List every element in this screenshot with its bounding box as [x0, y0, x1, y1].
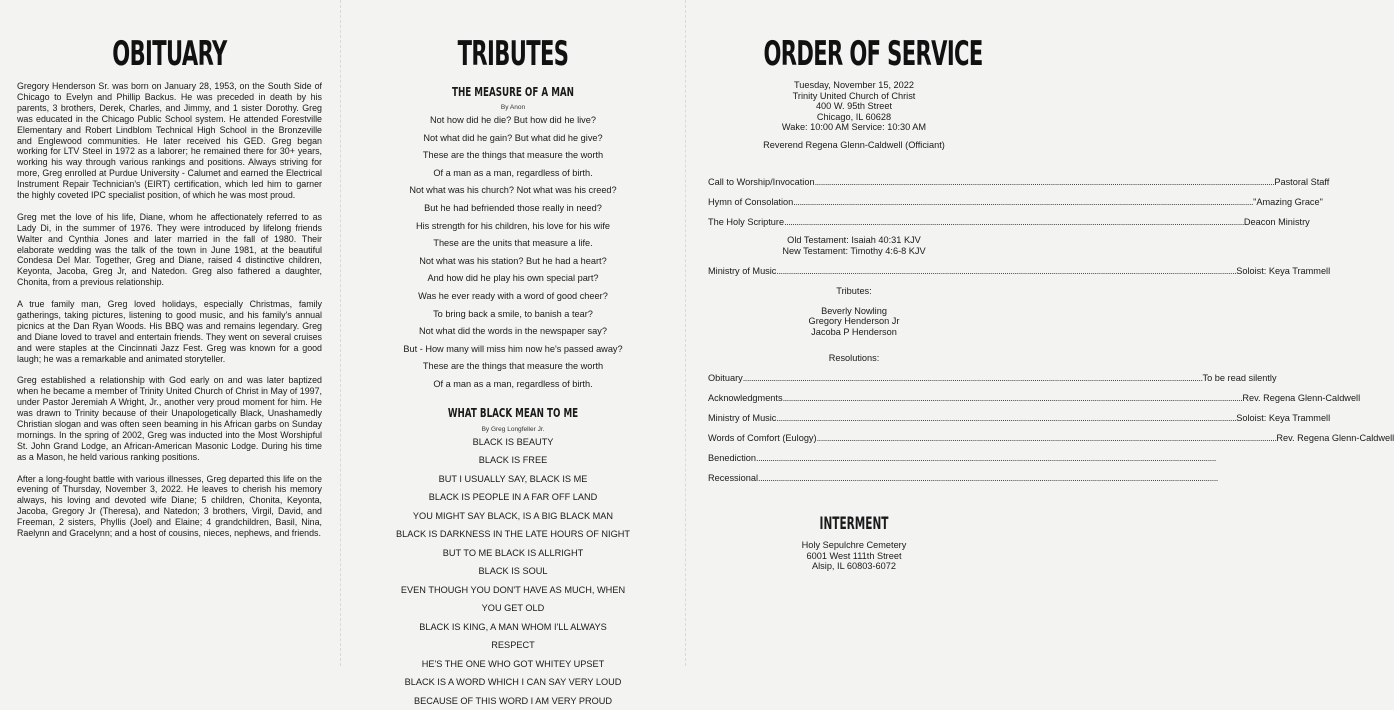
- tributes-title: TRIBUTES: [406, 32, 619, 76]
- poem-line: These are the things that measure the worth: [341, 358, 685, 376]
- poem-line: BLACK IS DARKNESS IN THE LATE HOURS OF NIGHT: [341, 525, 685, 544]
- program-item: [708, 432, 1000, 444]
- poem-line: Was he ever ready with a word of good cheer?: [341, 288, 685, 306]
- program-item-label: Ministry of Music: [708, 265, 776, 277]
- poem-lines: [341, 112, 685, 394]
- poem-line: To bring back a smile, to banish a tear?: [341, 306, 685, 324]
- poem-line: BLACK IS FREE: [341, 451, 685, 470]
- service-city: Chicago, IL 60628: [708, 112, 1000, 123]
- service-church: Trinity United Church of Christ: [708, 91, 1000, 102]
- tributes-label: Tributes:: [708, 286, 1000, 297]
- service-street: 400 W. 95th Street: [708, 101, 1000, 112]
- order-of-service-panel: [685, 0, 1030, 666]
- program-item: [708, 472, 1000, 484]
- poem-title: WHAT BLACK MEAN TO ME: [393, 405, 634, 420]
- poem-line: These are the units that measure a life.: [341, 235, 685, 253]
- program-item-label: Benediction: [708, 452, 756, 464]
- poem-line: Of a man as a man, regardless of birth.: [341, 376, 685, 394]
- tribute-name: Jacoba P Henderson: [708, 327, 1000, 338]
- obituary-paragraph: After a long-fought battle with various illnesses, Greg departed this life on the evening of Thursday, November 3, 2022. He leaves to cherish his memory always, his loving and devoted wife Diane; 5 children, Chonita, Keyonta, Jacoba, Gregory Jr (Theresa), and Natedon; 3 brothers, Virgil, David, and Freeman, 2 sisters, Phyllis (Joel) and Elaine; 4 grandchildren, Basil, Nina, Raelynn and Gracelynn; and a host of cousins, nieces, nephews, and friends.: [17, 474, 322, 539]
- program-item-label: The Holy Scripture: [708, 216, 784, 228]
- poem-line: Not what did the words in the newspaper say?: [341, 323, 685, 341]
- poem-title: THE MEASURE OF A MAN: [393, 84, 634, 99]
- poem-line: These are the things that measure the worth: [341, 147, 685, 165]
- program-item-value: "Amazing Grace": [1253, 196, 1323, 208]
- program-item-label: Call to Worship/Invocation: [708, 176, 815, 188]
- obituary-paragraph: A true family man, Greg loved holidays, especially Christmas, family gatherings, taking pictures, listening to good music, and his family's annual picnics at the Dan Ryan Woods. His BBQ was and remains legendary. Greg and Diane loved to travel and entertain friends. They went on several cruises and were staples at the Cincinnati Jazz Fest. Greg was known for a good laugh; he was a remarkable and animated storyteller.: [17, 299, 322, 364]
- program-item-value: Soloist: Keya Trammell: [1236, 412, 1330, 424]
- poem-line: BUT I USUALLY SAY, BLACK IS ME: [341, 470, 685, 489]
- poem-line: EVEN THOUGH YOU DON'T HAVE AS MUCH, WHEN: [341, 581, 685, 600]
- service-date: Tuesday, November 15, 2022: [708, 80, 1000, 91]
- program-item-value: Deacon Ministry: [1244, 216, 1310, 228]
- program-list-2: [708, 372, 1000, 484]
- poem-line: YOU MIGHT SAY BLACK, IS A BIG BLACK MAN: [341, 507, 685, 526]
- program-item: [708, 265, 1000, 277]
- tribute-name: Gregory Henderson Jr: [708, 316, 1000, 327]
- obituary-title: OBITUARY: [75, 32, 264, 76]
- new-testament: New Testament: Timothy 4:6-8 KJV: [708, 246, 1000, 257]
- poem-measure-of-a-man: [341, 84, 685, 394]
- program-item-label: Recessional: [708, 472, 758, 484]
- program-item-value: Soloist: Keya Trammell: [1236, 265, 1330, 277]
- poem-line: Not what did he gain? But what did he give?: [341, 130, 685, 148]
- program-item: [708, 196, 1000, 208]
- obituary-text: [17, 81, 322, 539]
- poem-line: Not what was his station? But he had a heart?: [341, 253, 685, 271]
- poem-byline: By Anon: [341, 104, 685, 111]
- officiant: Reverend Regena Glenn-Caldwell (Officiant): [708, 140, 1000, 150]
- program-item-label: Words of Comfort (Eulogy): [708, 432, 817, 444]
- obituary-panel: [0, 0, 340, 666]
- program-item-label: Hymn of Consolation: [708, 196, 793, 208]
- interment-details: [708, 540, 1000, 572]
- poem-line: His strength for his children, his love for his wife: [341, 218, 685, 236]
- program-item: [708, 452, 1000, 464]
- poem-line: BLACK IS KING, A MAN WHOM I'LL ALWAYS: [341, 618, 685, 637]
- program-item: [708, 392, 1000, 404]
- program-item-label: Acknowledgments: [708, 392, 783, 404]
- program-list-1: [708, 176, 1000, 228]
- interment-title: INTERMENT: [763, 514, 944, 534]
- cemetery-city: Alsip, IL 60803-6072: [708, 561, 1000, 572]
- cemetery-street: 6001 West 111th Street: [708, 551, 1000, 562]
- program-item-value: Rev. Regena Glenn-Caldwell: [1242, 392, 1360, 404]
- service-details: [708, 80, 1000, 133]
- poem-line: But - How many will miss him now he's passed away?: [341, 341, 685, 359]
- old-testament: Old Testament: Isaiah 40:31 KJV: [708, 235, 1000, 246]
- tributes-names: [708, 306, 1000, 338]
- obituary-paragraph: Greg established a relationship with God early on and was later baptized when he became a member of Trinity United Church of Christ in May of 1997, under Pastor Jeremiah A Wright, Jr., another very proud moment for him. He was drawn to Trinity because of their Unapologetically Black, Unashamedly Christian slogan and was often seen beaming in his African garbs on Sunday mornings. In the spring of 2002, Greg was inducted into the Most Worshipful St. John Grand Lodge, an African-American Masonic Lodge. During his time as a Mason, he held various ranking positions.: [17, 375, 322, 462]
- cemetery-name: Holy Sepulchre Cemetery: [708, 540, 1000, 551]
- program-item: [708, 372, 1000, 384]
- poem-line: BECAUSE OF THIS WORD I AM VERY PROUD: [341, 692, 685, 710]
- program-item: [708, 176, 1000, 188]
- poem-line: Not what was his church? Not what was his creed?: [341, 182, 685, 200]
- program-item-label: Obituary: [708, 372, 743, 384]
- scripture-readings: [708, 235, 1000, 256]
- service-title: ORDER OF SERVICE: [763, 32, 944, 76]
- poem-line: BLACK IS SOUL: [341, 562, 685, 581]
- tribute-name: Beverly Nowling: [708, 306, 1000, 317]
- program-item-value: Pastoral Staff: [1274, 176, 1329, 188]
- poem-line: YOU GET OLD: [341, 599, 685, 618]
- obituary-paragraph: Greg met the love of his life, Diane, whom he affectionately referred to as Lady Di, in the summer of 1976. They were introduced by lifelong friends Walter and Cynthia Jones and later married in the fall of 1980. Their elaborate wedding was the talk of the town in June 1981, at the beautiful Condesa Del Mar. Together, Greg and Diane, raised 4 distinctive children, Keyonta, Jacoba, Greg Jr, and Natedon. Greg also fathered a daughter, Chonita, from a previous relationship.: [17, 212, 322, 288]
- program-item: [708, 216, 1000, 228]
- poem-line: BUT TO ME BLACK IS ALLRIGHT: [341, 544, 685, 563]
- program-item-value: Rev. Regena Glenn-Caldwell: [1276, 432, 1394, 444]
- obituary-paragraph: Gregory Henderson Sr. was born on January 28, 1953, on the South Side of Chicago to Evelyn and Phillip Backus. He was preceded in death by his parents, 3 brothers, Derek, Charles, and Jimmy, and 1 sister Dorothy. Greg was educated in the Chicago Public School system. He attended Forestville Elementary and Robert Lindblom Technical High School in the Bronzeville and Englewood communities. He later received his GED. Greg began working for LTV Steel in 1972 as a laborer; he remained there for 30+ years, working his way through various rankings and positions. Always striving for more, Greg enrolled at Purdue University - Calumet and earned the Electrical Instrument Repair Technician's (EIRT) certification, which led him to garner the highly coveted IPC specialist position, of which he was most proud.: [17, 81, 322, 201]
- poem-what-black-mean: [341, 405, 685, 710]
- resolutions-label: Resolutions:: [708, 353, 1000, 364]
- poem-line: BLACK IS A WORD WHICH I CAN SAY VERY LOUD: [341, 673, 685, 692]
- program-item-label: Ministry of Music: [708, 412, 776, 424]
- poem-line: BLACK IS PEOPLE IN A FAR OFF LAND: [341, 488, 685, 507]
- poem-line: RESPECT: [341, 636, 685, 655]
- poem-line: Of a man as a man, regardless of birth.: [341, 165, 685, 183]
- poem-line: And how did he play his own special part?: [341, 270, 685, 288]
- poem-line: Not how did he die? But how did he live?: [341, 112, 685, 130]
- poem-byline: By Greg Longfeller Jr.: [341, 426, 685, 433]
- poem-line: HE'S THE ONE WHO GOT WHITEY UPSET: [341, 655, 685, 674]
- program-item: [708, 412, 1000, 424]
- poem-line: BLACK IS BEAUTY: [341, 433, 685, 452]
- service-times: Wake: 10:00 AM Service: 10:30 AM: [708, 122, 1000, 133]
- poem-line: But he had befriended those really in need?: [341, 200, 685, 218]
- tributes-panel: [340, 0, 685, 666]
- program-item-value: To be read silently: [1203, 372, 1277, 384]
- poem-lines: [341, 433, 685, 710]
